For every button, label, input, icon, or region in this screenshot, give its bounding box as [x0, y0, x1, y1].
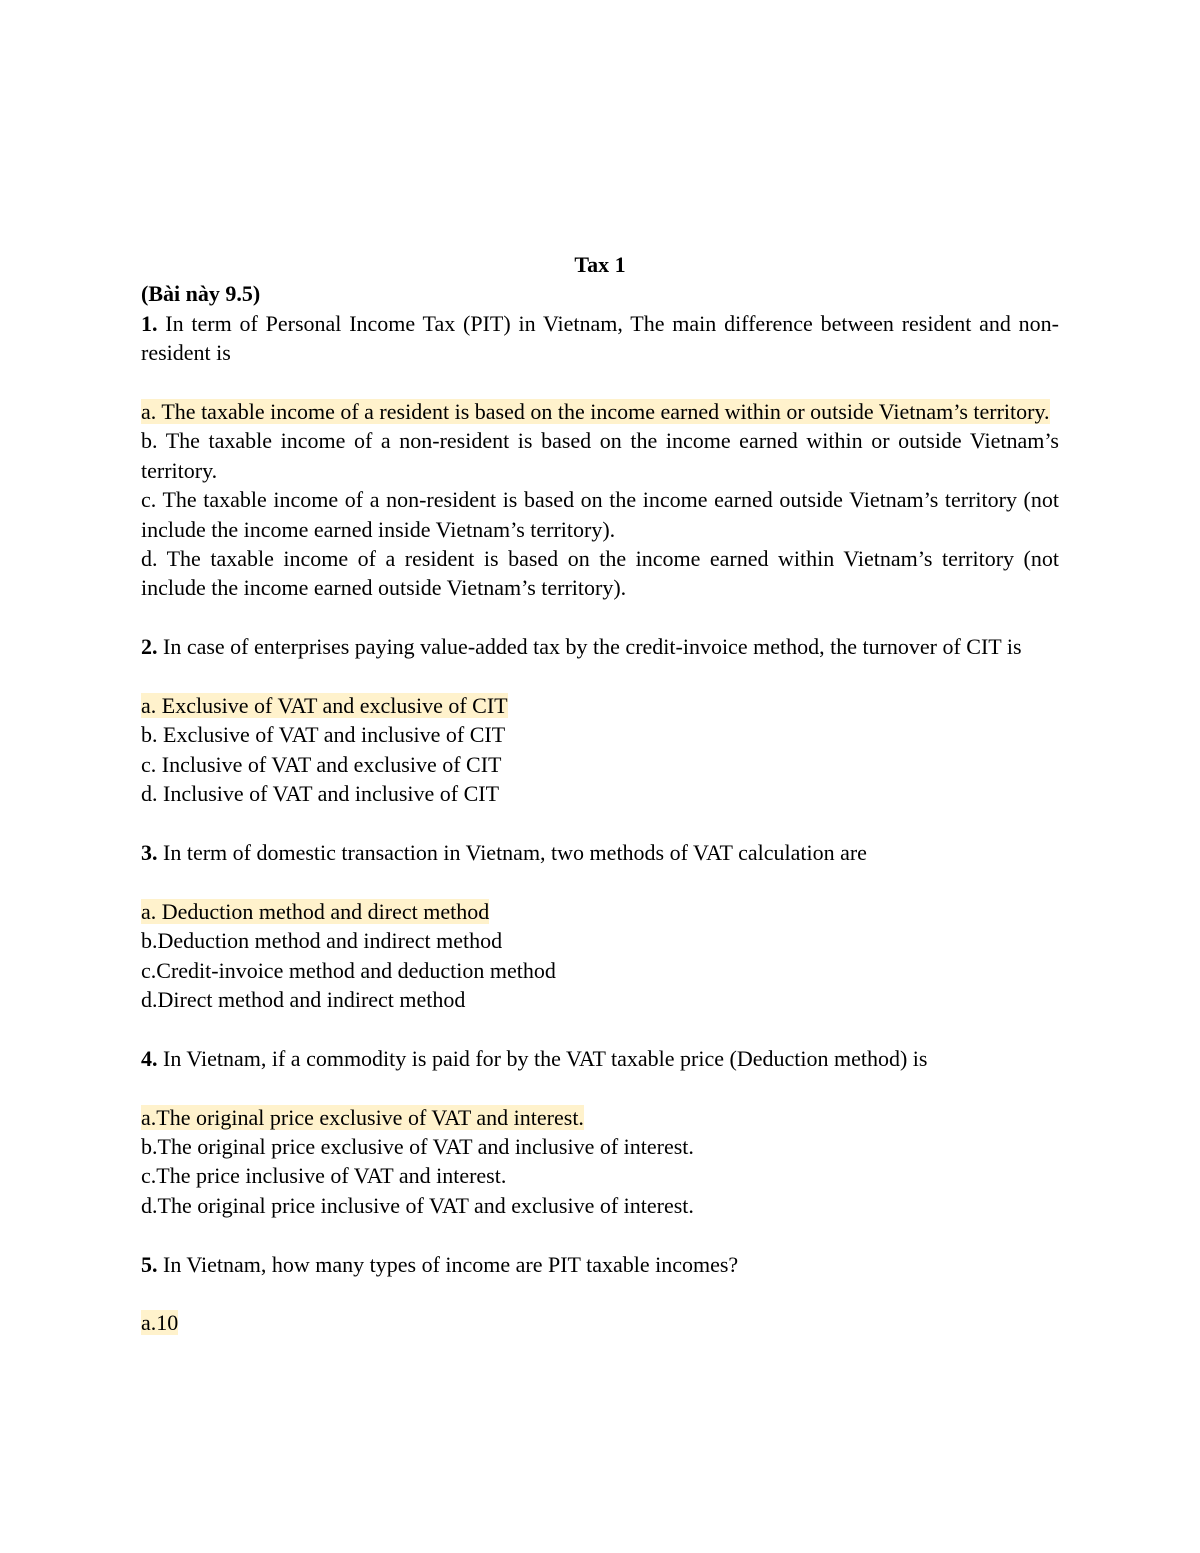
answer-option-correct [141, 1103, 1059, 1132]
answer-option: c. The taxable income of a non-resident is based on the income earned outside Vietnam’s territory (not include the income earned inside Vietnam’s territory). [141, 487, 1059, 542]
highlighted-answer: a.The original price exclusive of VAT and interest. [141, 1104, 584, 1130]
question-text [141, 1250, 1059, 1279]
answer-option: c.The price inclusive of VAT and interest. [141, 1163, 507, 1189]
question-prompt: In case of enterprises paying value-added tax by the credit-invoice method, the turnover of CIT is [163, 634, 1022, 660]
highlighted-answer: a.10 [141, 1310, 179, 1336]
answer-option: b. Exclusive of VAT and inclusive of CIT [141, 722, 506, 748]
question-prompt: In Vietnam, how many types of income are PIT taxable incomes? [163, 1251, 739, 1277]
question-block [141, 309, 1059, 603]
answer-option: d. The taxable income of a resident is based on the income earned within Vietnam’s territory (not include the income earned outside Vietnam’s territory). [141, 546, 1059, 601]
question-text [141, 632, 1059, 661]
question-number: 3. [141, 840, 158, 866]
question-block [141, 1044, 1059, 1220]
question-prompt: In Vietnam, if a commodity is paid for by the VAT taxable price (Deduction method) is [163, 1045, 928, 1071]
question-block [141, 1250, 1059, 1338]
document-title: Tax 1 [574, 252, 626, 277]
question-block [141, 838, 1059, 1014]
document-subtitle: (Bài này 9.5) [141, 281, 261, 307]
answer-option: b. The taxable income of a non-resident is based on the income earned within or outside Vietnam’s territory. [141, 428, 1059, 483]
highlighted-answer: a. The taxable income of a resident is based on the income earned within or outside Vietnam’s territory. [141, 399, 1050, 425]
question-text [141, 1044, 1059, 1073]
answer-option: d.The original price inclusive of VAT and exclusive of interest. [141, 1192, 694, 1218]
answer-option-correct [141, 1308, 1059, 1337]
answer-option: b.Deduction method and indirect method [141, 928, 503, 954]
highlighted-answer: a. Deduction method and direct method [141, 898, 490, 924]
question-prompt: In term of Personal Income Tax (PIT) in Vietnam, The main difference between resident and non-resident is [141, 310, 1060, 366]
document-page [141, 250, 1059, 1338]
answer-option-correct [141, 397, 1059, 426]
answer-option: c.Credit-invoice method and deduction method [141, 957, 556, 983]
answer-option-correct [141, 691, 1059, 720]
question-number: 2. [141, 634, 158, 660]
answer-option-correct [141, 897, 1059, 926]
answer-option: d.Direct method and indirect method [141, 987, 466, 1013]
question-number: 1. [141, 310, 158, 336]
question-prompt: In term of domestic transaction in Vietnam, two methods of VAT calculation are [163, 840, 867, 866]
answer-option: b.The original price exclusive of VAT and inclusive of interest. [141, 1134, 694, 1160]
question-text [141, 309, 1059, 368]
question-number: 4. [141, 1045, 158, 1071]
answer-option: d. Inclusive of VAT and inclusive of CIT [141, 781, 500, 807]
answer-option: c. Inclusive of VAT and exclusive of CIT [141, 751, 502, 777]
question-number: 5. [141, 1251, 158, 1277]
question-text [141, 838, 1059, 867]
highlighted-answer: a. Exclusive of VAT and exclusive of CIT [141, 693, 508, 719]
question-block [141, 632, 1059, 808]
